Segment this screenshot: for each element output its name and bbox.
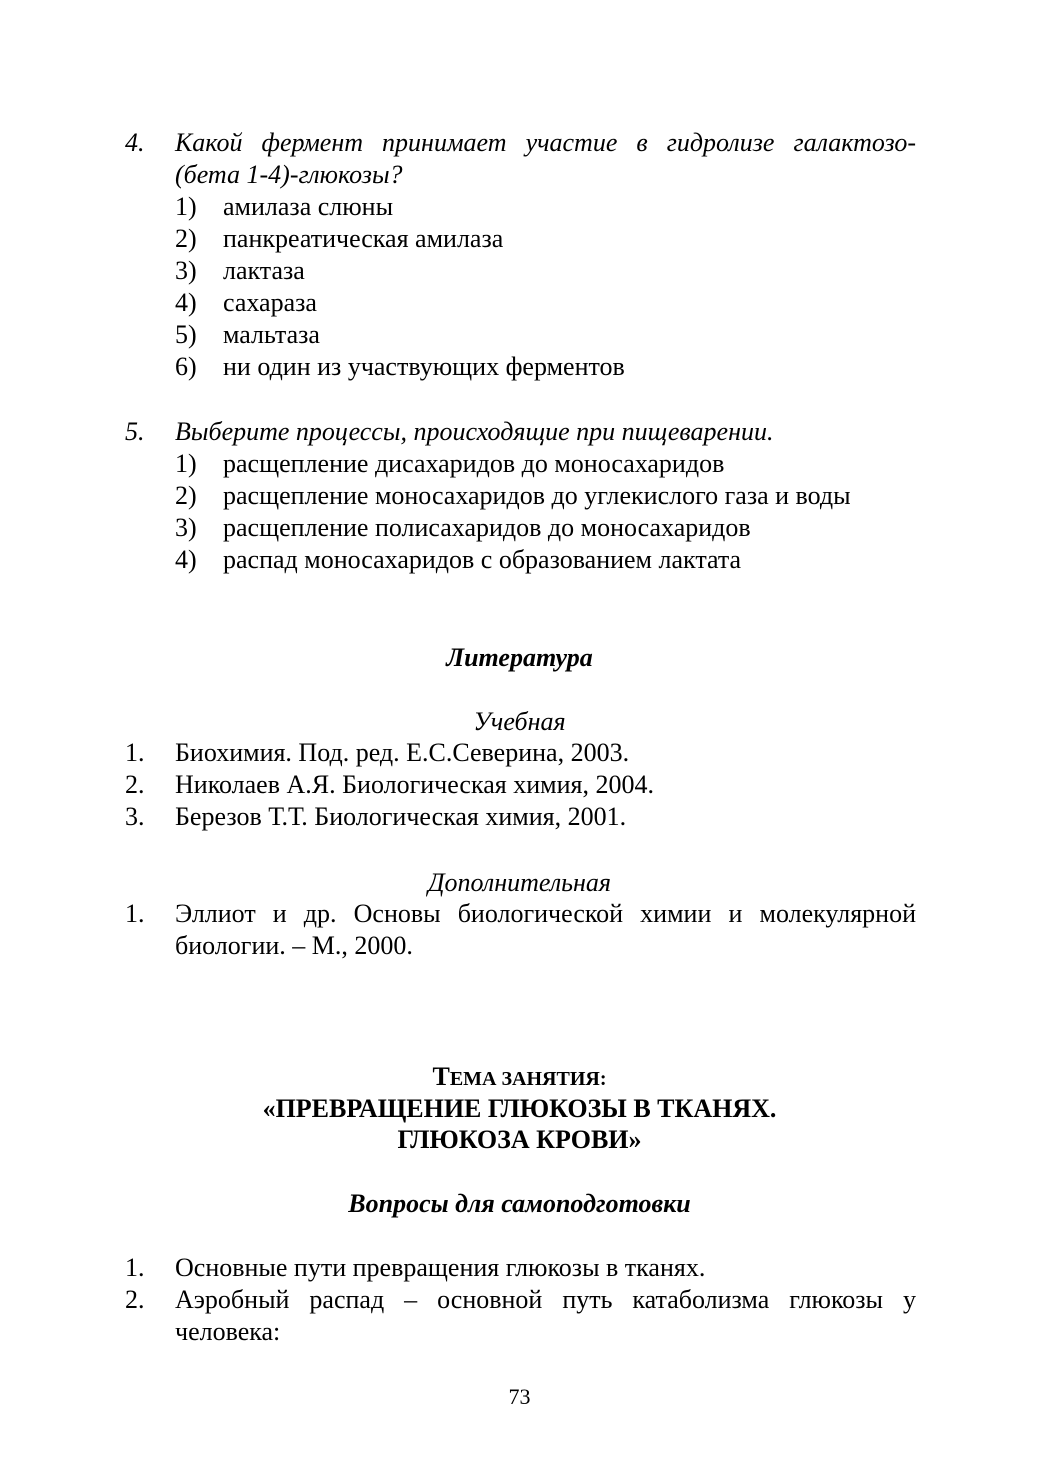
question-text-line: Какой фермент принимает участие в гидролизе галактозо- xyxy=(175,128,916,157)
option-number: 1) xyxy=(175,449,197,478)
literature-main-heading: Учебная xyxy=(473,707,566,736)
option-number: 5) xyxy=(175,320,197,349)
option-number: 1) xyxy=(175,192,197,221)
topic-label-cap: Т xyxy=(432,1062,450,1091)
option-number: 4) xyxy=(175,288,197,317)
page-number: 73 xyxy=(508,1384,531,1409)
option-number: 2) xyxy=(175,224,197,253)
self-study-heading: Вопросы для самоподготовки xyxy=(348,1189,691,1218)
literature-item: Эллиот и др. Основы биологической химии и молекулярной xyxy=(175,899,916,928)
literature-item: Березов Т.Т. Биологическая химия, 2001. xyxy=(175,802,627,831)
literature-heading: Литература xyxy=(446,643,593,672)
option-text: панкреатическая амилаза xyxy=(223,224,504,253)
self-study-item-continued: человека: xyxy=(175,1317,281,1346)
option-number: 4) xyxy=(175,545,197,574)
option-text: мальтаза xyxy=(223,320,320,349)
option-text: ни один из участвующих ферментов xyxy=(223,352,625,381)
option-number: 3) xyxy=(175,513,197,542)
literature-extra-heading: Дополнительная xyxy=(428,868,611,897)
option-number: 2) xyxy=(175,481,197,510)
option-number: 3) xyxy=(175,256,197,285)
topic-title-line: «ПРЕВРАЩЕНИЕ ГЛЮКОЗЫ В ТКАНЯХ. xyxy=(262,1094,777,1123)
topic-label-rest: ЕМА ЗАНЯТИЯ: xyxy=(449,1068,607,1090)
question-text-line: (бета 1-4)-глюкозы? xyxy=(175,160,403,189)
literature-item: Биохимия. Под. ред. Е.С.Северина, 2003. xyxy=(175,738,630,767)
self-study-item-number: 1. xyxy=(125,1253,145,1282)
option-text: расщепление моносахаридов до углекислого газа и воды xyxy=(223,481,851,510)
topic-title-line: ГЛЮКОЗА КРОВИ» xyxy=(397,1125,642,1154)
literature-item-number: 3. xyxy=(125,802,145,831)
option-text: расщепление дисахаридов до моносахаридов xyxy=(223,449,725,478)
option-text: расщепление полисахаридов до моносахаридов xyxy=(223,513,751,542)
literature-item-number: 2. xyxy=(125,770,145,799)
option-text: распад моносахаридов с образованием лактата xyxy=(223,545,742,574)
literature-item-continued: биологии. – М., 2000. xyxy=(175,931,413,960)
option-text: амилаза слюны xyxy=(223,192,394,221)
option-text: лактаза xyxy=(223,256,305,285)
literature-item-number: 1. xyxy=(125,899,145,928)
self-study-item: Основные пути превращения глюкозы в тканях. xyxy=(175,1253,706,1282)
question-number: 5. xyxy=(125,417,145,446)
option-number: 6) xyxy=(175,352,197,381)
self-study-item: Аэробный распад – основной путь катаболизма глюкозы у xyxy=(175,1285,916,1314)
question-number: 4. xyxy=(125,128,145,157)
literature-item: Николаев А.Я. Биологическая химия, 2004. xyxy=(175,770,654,799)
topic-label xyxy=(0,1061,1039,1095)
self-study-item-number: 2. xyxy=(125,1285,145,1314)
question-text-line: Выберите процессы, происходящие при пищеварении. xyxy=(175,417,774,446)
option-text: сахараза xyxy=(223,288,317,317)
literature-item-number: 1. xyxy=(125,738,145,767)
